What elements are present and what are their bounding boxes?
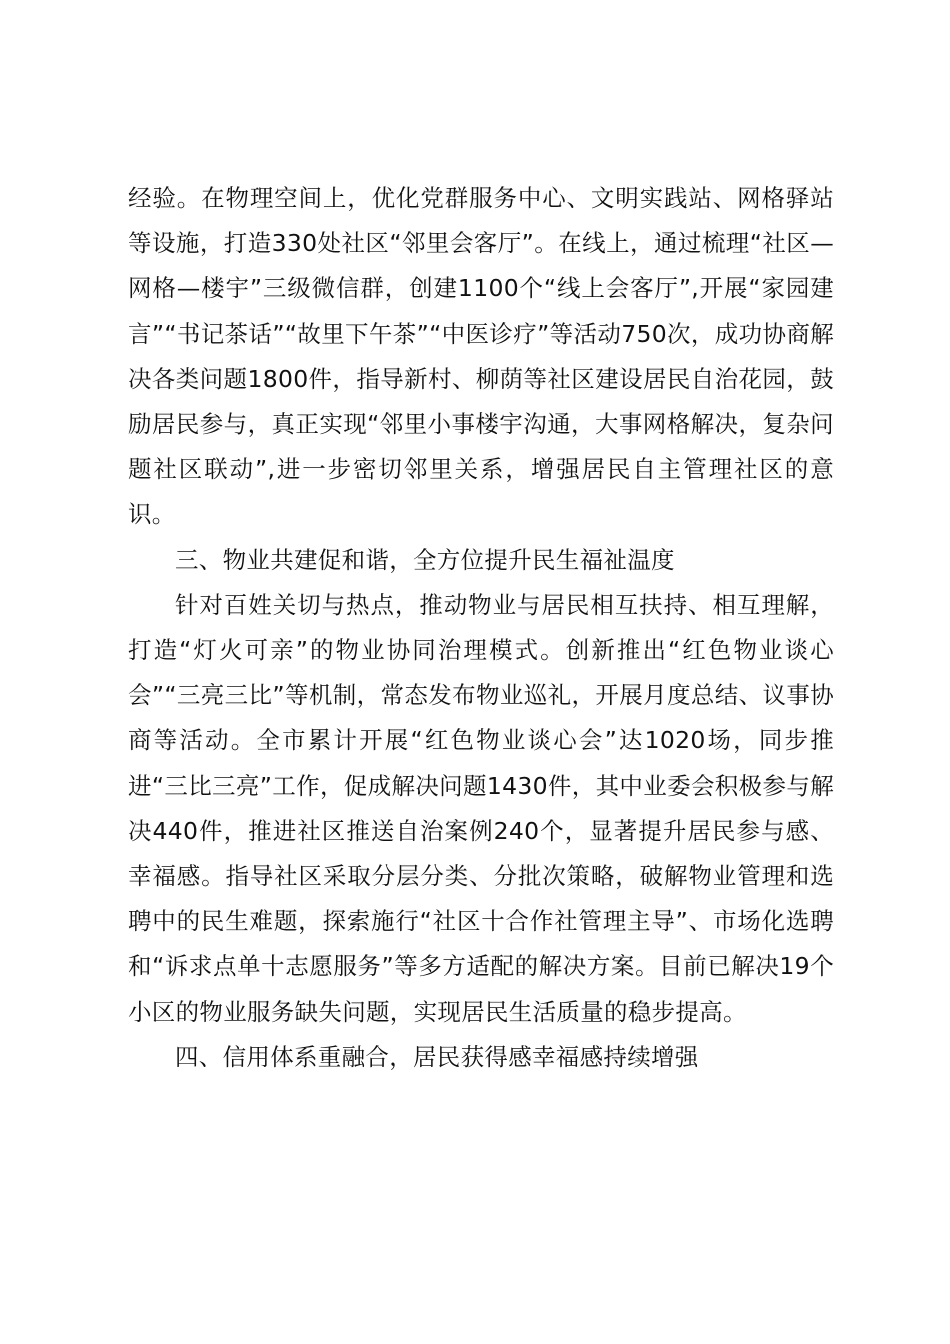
section-heading-credit: 四、信用体系重融合，居民获得感幸福感持续增强 [175, 1042, 699, 1071]
document-body [128, 176, 834, 1080]
section-heading-property: 三、物业共建促和谐，全方位提升民生福祉温度 [175, 545, 675, 574]
paragraph-property-governance: 针对百姓关切与热点，推动物业与居民相互扶持、相互理解，打造“灯火可亲”的物业协同治理模式。创新推出“红色物业谈心会”“三亮三比”等机制，常态发布物业巡礼，开展月度总结、议事协商等活动。全市累计开展“红色物业谈心会”达1020场，同步推进“三比三亮”工作，促成解决问题1430件，其中业委会积极参与解决440件，推进社区推送自治案例240个，显著提升居民参与感、幸福感。指导社区采取分层分类、分批次策略，破解物业管理和选聘中的民生难题，探索施行“社区十合作社管理主导”、市场化选聘和“诉求点单十志愿服务”等多方适配的解决方案。目前已解决19个小区的物业服务缺失问题，实现居民生活质量的稳步提高。 [128, 590, 834, 1026]
paragraph-community-living-room: 经验。在物理空间上，优化党群服务中心、文明实践站、网格驿站等设施，打造330处社区“邻里会客厅”。在线上，通过梳理“社区—网格—楼宇”三级微信群，创建1100个“线上会客厅”,开展“家园建言”“书记茶话”“故里下午茶”“中医诊疗”等活动750次，成功协商解决各类问题1800件，指导新村、柳荫等社区建设居民自治花园，鼓励居民参与，真正实现“邻里小事楼宇沟通，大事网格解决，复杂问题社区联动”,进一步密切邻里关系，增强居民自主管理社区的意识。 [128, 184, 834, 529]
